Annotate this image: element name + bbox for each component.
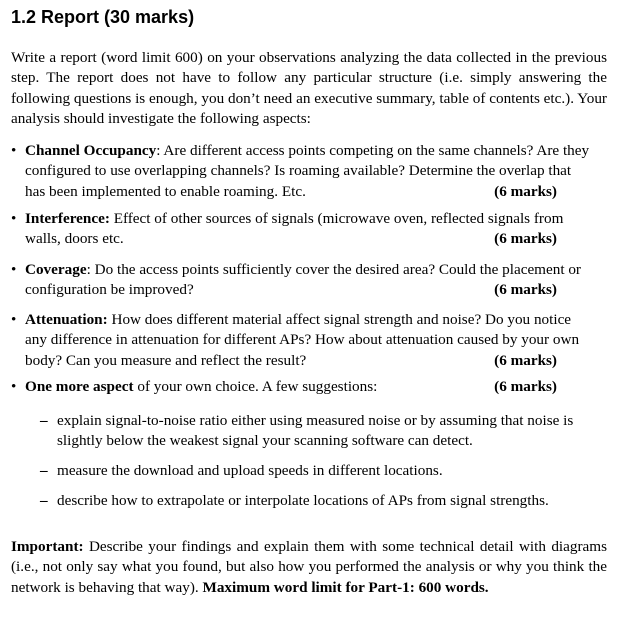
suggestion-text: describe how to extrapolate or interpolate locations of APs from signal strengths. — [57, 492, 549, 509]
aspect-text: Do the access points sufficiently cover the desired area? Could the placement or configuration be improved? — [25, 261, 581, 299]
aspect-coverage — [11, 260, 595, 302]
aspect-interference — [11, 209, 595, 251]
aspect-attenuation — [11, 310, 595, 372]
important-text: Describe your findings and explain them with some technical detail with diagrams (i.e., not only say what you found, but also how you performed the analysis or why you think the network is behaving that way). — [11, 538, 607, 596]
word-limit-note: Maximum word limit for Part-1: 600 words. — [202, 578, 489, 596]
section-heading: 1.2 Report (30 marks) — [11, 7, 195, 27]
bullet-icon: • — [11, 378, 17, 395]
bullet-icon: • — [11, 261, 17, 278]
aspect-text: Effect of other sources of signals (microwave oven, reflected signals from walls, doors etc. — [25, 210, 564, 248]
aspect-title: Channel Occupancy — [25, 142, 157, 159]
aspect-body: Coverage: Do the access points sufficiently cover the desired area? Could the placement or configuration be improved? — [25, 261, 581, 299]
aspect-text: of your own choice. A few suggestions: — [137, 378, 378, 395]
bullet-icon: • — [11, 311, 17, 328]
dash-icon: – — [40, 412, 48, 429]
aspect-body: Channel Occupancy: Are different access points competing on the same channels? Are they configured to use overlapping channels? Is roaming available? Determine the overlap that has been implemented to enable roaming. Etc. — [25, 142, 590, 200]
aspect-marks: (6 marks) — [494, 182, 557, 200]
aspect-title: Attenuation: — [25, 311, 108, 328]
aspect-marks: (6 marks) — [494, 351, 557, 369]
aspect-marks: (6 marks) — [494, 230, 557, 248]
aspect-title: Interference: — [25, 210, 110, 227]
intro-paragraph: Write a report (word limit 600) on your observations analyzing the data collected in the previous step. The report does not have to follow any particular structure (i.e. simply answering the following questions is enough, you don’t need an executive summary, table of contents etc.). Your analysis should investigate the following aspects: — [11, 49, 607, 127]
dash-icon: – — [40, 462, 48, 479]
dash-icon: – — [40, 492, 48, 509]
aspect-channel-occupancy — [11, 141, 595, 203]
aspect-marks: (6 marks) — [494, 281, 557, 299]
bullet-icon: • — [11, 210, 17, 227]
suggestion-item — [40, 491, 580, 513]
suggestion-item — [40, 461, 580, 483]
aspect-one-more — [11, 377, 595, 399]
suggestion-text: measure the download and upload speeds in different locations. — [57, 462, 443, 479]
aspect-text: Are different access points competing on the same channels? Are they configured to use overlapping channels? Is roaming available? Determine the overlap that has been implemented to enable roaming. Etc. — [25, 142, 590, 200]
suggestion-text: explain signal-to-noise ratio either using measured noise or by assuming that noise is slightly below the weakest signal your scanning software can detect. — [57, 412, 574, 450]
bullet-icon: • — [11, 142, 17, 159]
aspect-text: How does different material affect signal strength and noise? Do you notice any difference in attenuation for different APs? How about attenuation caused by your own body? Can you measure and reflect the result? — [25, 311, 580, 369]
aspect-title: Coverage — [25, 261, 87, 278]
suggestion-item — [40, 411, 580, 453]
important-label: Important: — [11, 538, 84, 555]
aspect-title: One more aspect — [25, 378, 134, 395]
important-paragraph — [11, 537, 607, 598]
aspect-marks: (6 marks) — [494, 378, 557, 395]
